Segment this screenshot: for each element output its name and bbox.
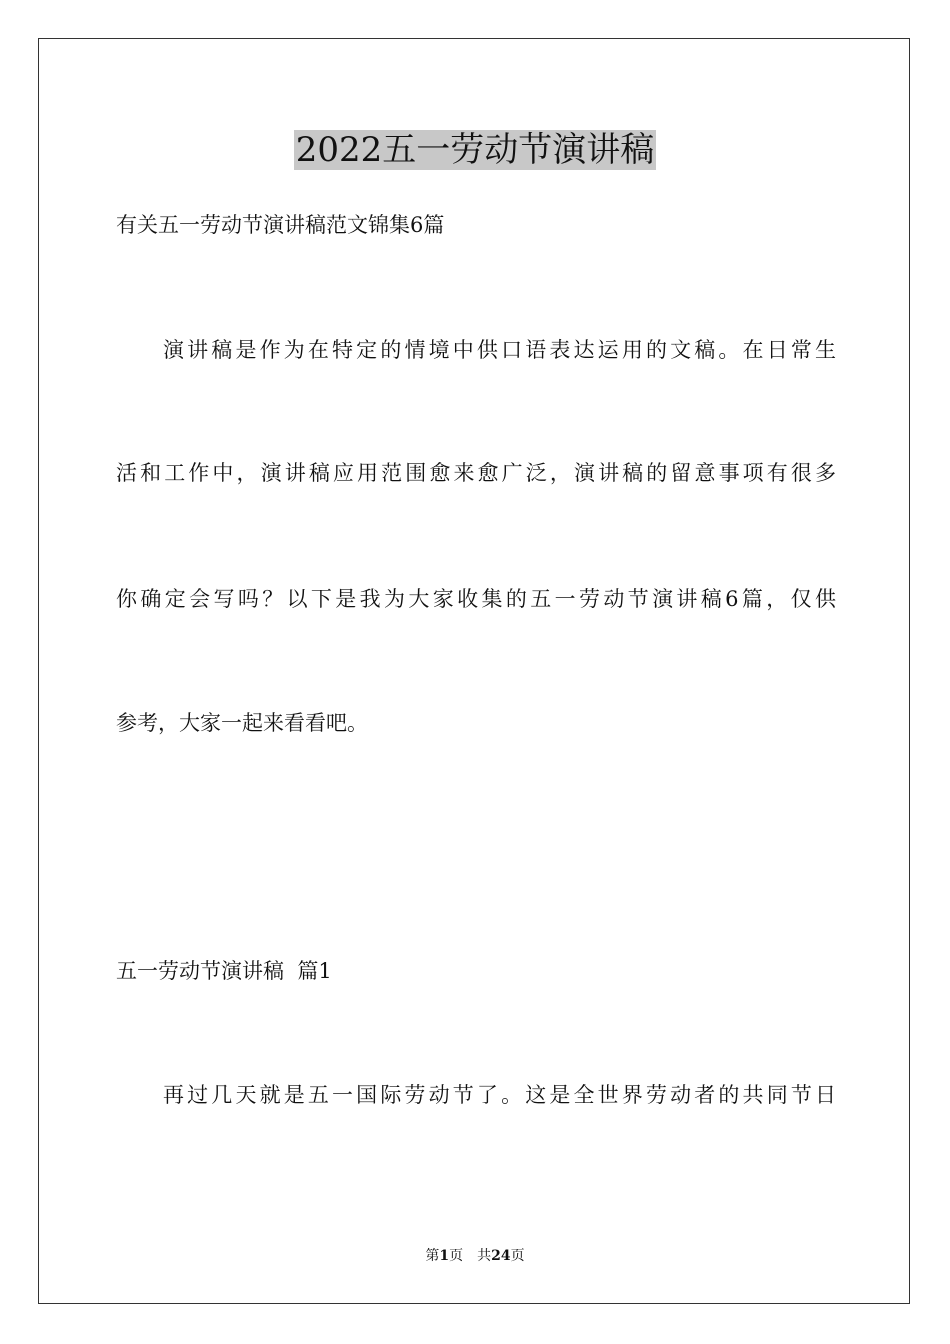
document-title bbox=[0, 128, 950, 172]
intro-paragraph-line-2: 活和工作中，演讲稿应用范围愈来愈广泛，演讲稿的留意事项有很多 bbox=[116, 461, 836, 485]
footer-page-total: 24 bbox=[491, 1248, 511, 1264]
footer-total-suffix: 页 bbox=[510, 1248, 525, 1264]
section-heading: 五一劳动节演讲稿 篇1 bbox=[116, 959, 332, 983]
page-number-footer bbox=[0, 1246, 950, 1266]
intro-paragraph-line-1: 演讲稿是作为在特定的情境中供口语表达运用的文稿。在日常生 bbox=[163, 338, 836, 362]
intro-paragraph-line-3: 你确定会写吗？以下是我为大家收集的五一劳动节演讲稿6篇，仅供 bbox=[116, 587, 836, 611]
footer-page-suffix: 页 bbox=[449, 1248, 464, 1264]
footer-page-current: 1 bbox=[439, 1248, 450, 1264]
section-paragraph-line-1: 再过几天就是五一国际劳动节了。这是全世界劳动者的共同节日 bbox=[163, 1083, 836, 1107]
footer-total-prefix: 共 bbox=[477, 1248, 492, 1264]
document-title-text: 2022五一劳动节演讲稿 bbox=[295, 130, 655, 170]
document-subtitle: 有关五一劳动节演讲稿范文锦集6篇 bbox=[116, 213, 445, 237]
footer-page-prefix: 第 bbox=[425, 1248, 440, 1264]
intro-paragraph-line-4: 参考，大家一起来看看吧。 bbox=[116, 711, 368, 735]
